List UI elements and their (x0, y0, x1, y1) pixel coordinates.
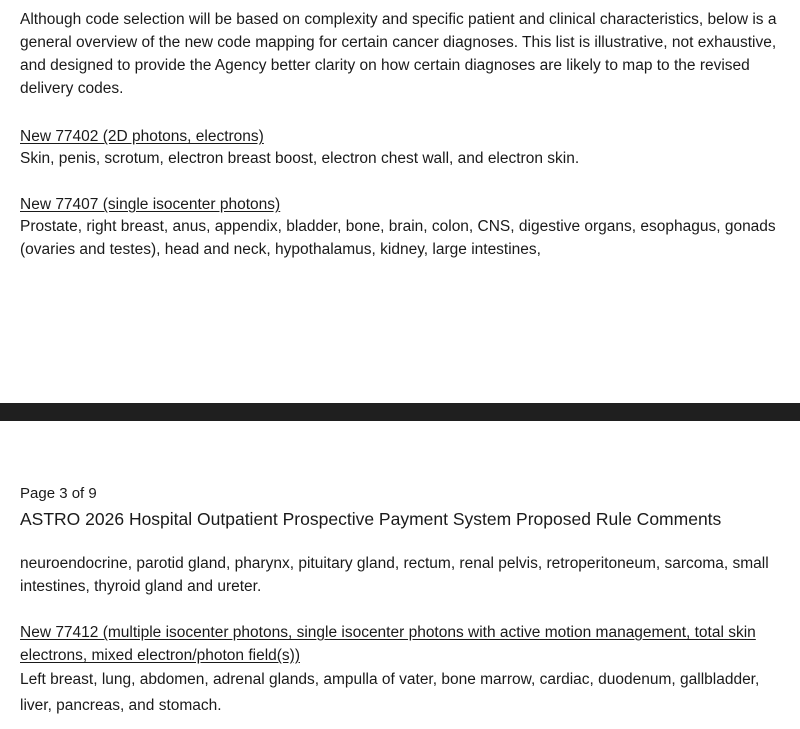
page-break-divider (0, 403, 800, 421)
section-heading-77402: New 77402 (2D photons, electrons) (20, 128, 264, 145)
section-heading-77407: New 77407 (single isocenter photons) (20, 196, 281, 213)
section-body-77407: Prostate, right breast, anus, appendix, bladder, bone, brain, colon, CNS, digestive organs, esophagus, gonads (ovaries and testes), head and neck, hypothalamus, kidney, large intestines, (20, 218, 776, 258)
section-heading-77412: New 77412 (multiple isocenter photons, single isocenter photons with active motion management, total skin electrons, mixed electron/photon field(s)) (20, 624, 756, 664)
page-number: Page 3 of 9 (20, 485, 97, 502)
section-body-77412: Left breast, lung, abdomen, adrenal glands, ampulla of vater, bone marrow, cardiac, duodenum, gallbladder, liver, pancreas, and stomach. (20, 671, 760, 714)
intro-paragraph: Although code selection will be based on complexity and specific patient and clinical characteristics, below is a general overview of the new code mapping for certain cancer diagnoses. This list is illustrative, not exhaustive, and designed to provide the Agency better clarity on how certain diagnoses are likely to map to the revised delivery codes. (20, 11, 777, 97)
continuation-paragraph: neuroendocrine, parotid gland, pharynx, pituitary gland, rectum, renal pelvis, retroperitoneum, sarcoma, small intestines, thyroid gland and ureter. (20, 555, 769, 595)
section-body-77402: Skin, penis, scrotum, electron breast boost, electron chest wall, and electron skin. (20, 150, 580, 167)
document-title: ASTRO 2026 Hospital Outpatient Prospective Payment System Proposed Rule Comments (20, 509, 722, 529)
